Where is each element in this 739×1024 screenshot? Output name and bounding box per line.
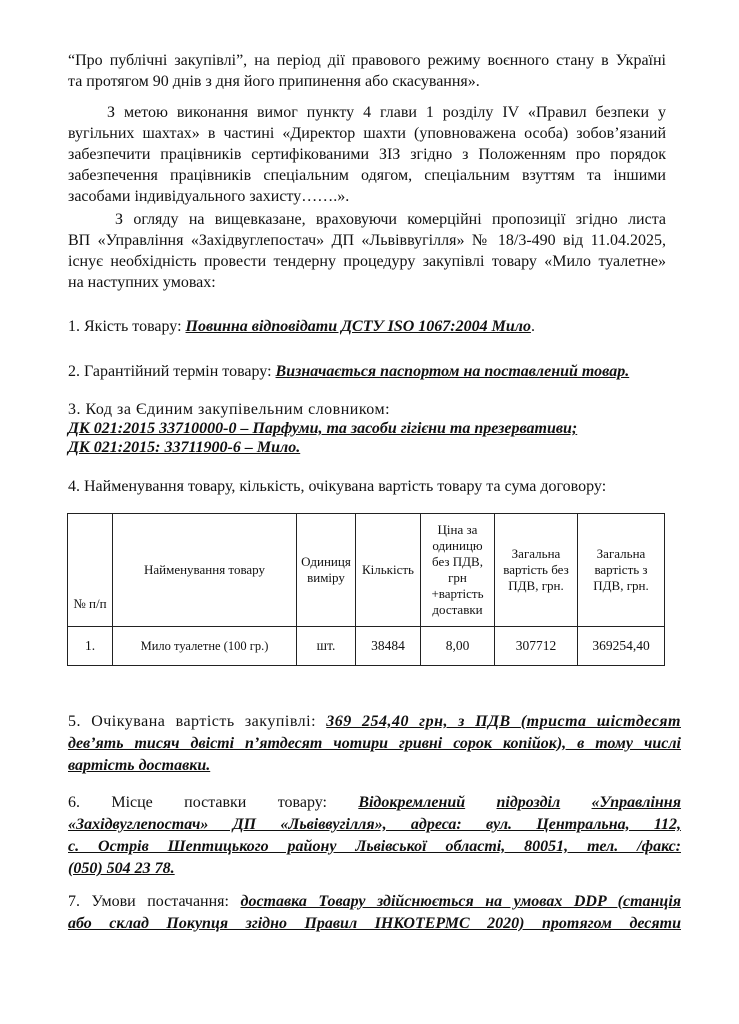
paragraph-2-line-5: засобами індивідуального захисту…….». xyxy=(68,188,350,205)
paragraph-3-line-3: існує необхідність провести тендерну процедуру закупівлі товару «Мило туалетне» xyxy=(68,253,666,270)
item-5-line-1 xyxy=(68,711,681,732)
cell-name: Мило туалетне (100 гр.) xyxy=(113,627,297,666)
item-1-value: Повинна відповідати ДСТУ ISO 1067:2004 Мило xyxy=(185,318,531,335)
item-7-value-1: доставка Товару здійснюється на умовах DDP (станція xyxy=(240,893,681,910)
item-1-end: . xyxy=(530,318,535,335)
item-2-label: 2. Гарантійний термін товару: xyxy=(68,363,276,380)
header-num: № п/п xyxy=(68,514,113,627)
paragraph-3-line-2: ВП «Управління «Західвуглепостач» ДП «Львіввугілля» № 18/3-490 від 11.04.2025, xyxy=(68,232,666,249)
header-unit: Одиниця виміру xyxy=(297,514,356,627)
goods-table xyxy=(67,513,665,666)
item-5-line-3: вартість доставки. xyxy=(68,757,211,774)
item-2-warranty xyxy=(68,361,629,382)
item-6-label-2: поставки xyxy=(184,794,247,811)
header-total-vat: Загальна вартість з ПДВ, грн. xyxy=(578,514,665,627)
header-qty: Кількість xyxy=(356,514,421,627)
paragraph-2-line-2: вугільних шахтах» в частині «Директор шахти (уповноважена особа) зобов’язаний xyxy=(68,125,666,142)
item-5-value-1: 369 254,40 грн, з ПДВ (триста шістдесят xyxy=(326,713,681,730)
item-6-value-0b: підрозділ xyxy=(496,794,561,811)
item-6-line-2: «Західвуглепостач» ДП «Львіввугілля», адреса: вул. Центральна, 112, xyxy=(68,816,681,833)
table-header-row xyxy=(68,514,665,627)
item-3-code-2: ДК 021:2015: 33711900-6 – Мило. xyxy=(68,439,301,456)
item-7-line-2: або склад Покупця згідно Правил ІНКОТЕРМС 2020) протягом десяти xyxy=(68,915,681,932)
paragraph-3-line-4: на наступних умовах: xyxy=(68,274,216,291)
paragraph-2-line-1: З метою виконання вимог пункту 4 глави 1 розділу IV «Правил безпеки у xyxy=(107,104,666,121)
item-7-label: 7. Умови постачання: xyxy=(68,893,241,910)
item-6-label-3: товару: xyxy=(277,794,327,811)
item-6-value-0c: «Управління xyxy=(591,794,681,811)
paragraph-2-line-3: забезпечити працівників сертифікованими ЗІЗ згідно з Положенням про порядок xyxy=(68,146,666,163)
intro-line-1: “Про публічні закупівлі”, на період дії правового режиму воєнного стану в Україні xyxy=(68,52,666,69)
header-name: Найменування товару xyxy=(113,514,297,627)
item-3-label: 3. Код за Єдиним закупівельним словником: xyxy=(68,401,391,418)
item-7-line-1 xyxy=(68,891,681,912)
item-5-line-2: дев’ять тисяч двісті п’ятдесят чотири гривні сорок копійок), в тому числі xyxy=(68,735,681,752)
header-total-no-vat: Загальна вартість без ПДВ, грн. xyxy=(495,514,578,627)
item-6-line-3: с. Острів Шептицького району Львівської області, 80051, тел. /факс: xyxy=(68,838,681,855)
item-3-code-1: ДК 021:2015 33710000-0 – Парфуми, та засоби гігієни та презервативи; xyxy=(68,420,578,437)
item-6-line-1 xyxy=(68,792,681,813)
intro-line-2: та протягом 90 днів з дня його припинення або скасування». xyxy=(68,73,480,90)
item-6-num: 6. xyxy=(68,794,80,811)
item-6-line-4: (050) 504 23 78. xyxy=(68,860,175,877)
table-row xyxy=(68,627,665,666)
item-5-label: 5. Очікувана вартість закупівлі: xyxy=(68,713,327,730)
item-2-value: Визначається паспортом на поставлений товар. xyxy=(275,363,630,380)
item-1-quality xyxy=(68,316,535,337)
item-1-label: 1. Якість товару: xyxy=(68,318,186,335)
item-6-value-0a: Відокремлений xyxy=(358,794,466,811)
item-6-label-1: Місце xyxy=(111,794,153,811)
header-price: Ціна за одиницю без ПДВ, грн +вартість доставки xyxy=(421,514,495,627)
cell-unit: шт. xyxy=(297,627,356,666)
cell-total-no-vat: 307712 xyxy=(495,627,578,666)
cell-qty: 38484 xyxy=(356,627,421,666)
cell-num: 1. xyxy=(68,627,113,666)
cell-total-vat: 369254,40 xyxy=(578,627,665,666)
cell-price: 8,00 xyxy=(421,627,495,666)
item-4-label: 4. Найменування товару, кількість, очікувана вартість товару та сума договору: xyxy=(68,478,607,495)
paragraph-3-line-1: З огляду на вищевказане, враховуючи комерційні пропозиції згідно листа xyxy=(115,211,666,228)
paragraph-2-line-4: забезпечення працівників спеціальним одягом, спеціальним взуттям та іншими xyxy=(68,167,666,184)
